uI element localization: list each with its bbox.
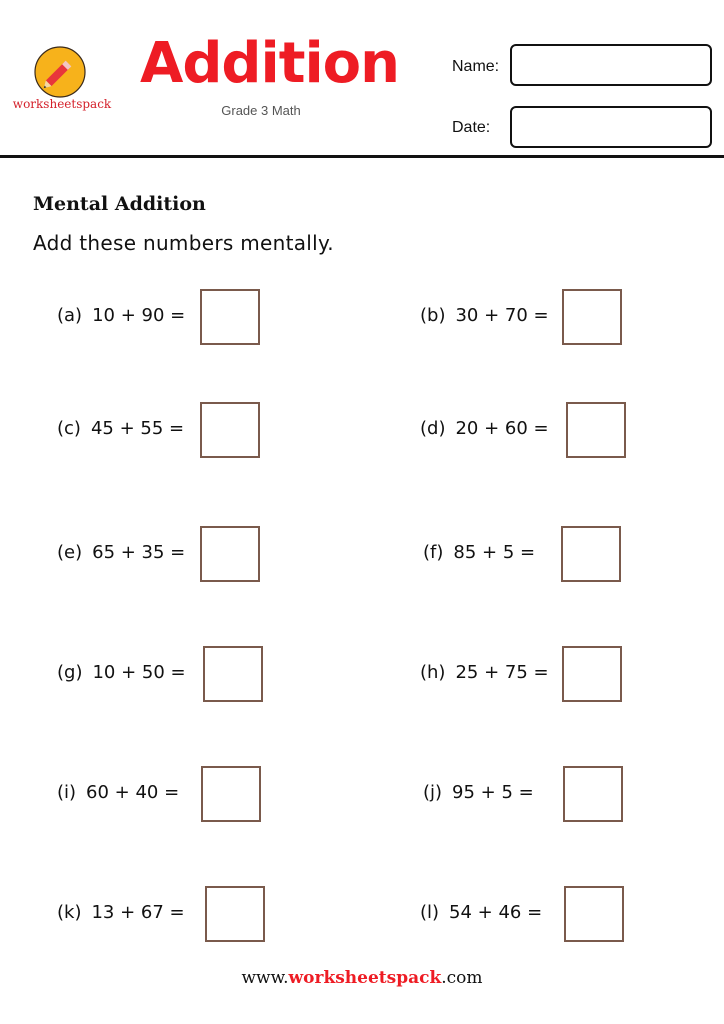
problem-label: (i) xyxy=(57,782,77,803)
date-field[interactable] xyxy=(510,106,712,148)
header-divider xyxy=(0,155,724,158)
answer-box-c[interactable] xyxy=(200,402,260,458)
brand-name: worksheetspack xyxy=(12,97,112,111)
name-field[interactable] xyxy=(510,44,712,86)
problem-label: (a) xyxy=(57,305,83,326)
problem-h xyxy=(420,662,549,683)
problem-label: (f) xyxy=(423,542,444,563)
answer-box-d[interactable] xyxy=(566,402,626,458)
pencil-logo-icon xyxy=(34,46,86,98)
problem-expression: 30 + 70 = xyxy=(455,305,549,326)
problem-expression: 60 + 40 = xyxy=(86,782,180,803)
date-label: Date: xyxy=(452,119,491,136)
problem-label: (l) xyxy=(420,902,440,923)
problem-label: (h) xyxy=(420,662,446,683)
problem-label: (g) xyxy=(57,662,83,683)
footer-url xyxy=(0,968,724,988)
problem-expression: 65 + 35 = xyxy=(92,542,186,563)
answer-box-j[interactable] xyxy=(563,766,623,822)
problem-c xyxy=(57,418,184,439)
problem-expression: 95 + 5 = xyxy=(452,782,534,803)
section-title: Mental Addition xyxy=(33,193,206,215)
answer-box-b[interactable] xyxy=(562,289,622,345)
problem-label: (b) xyxy=(420,305,446,326)
problem-g xyxy=(57,662,186,683)
answer-box-e[interactable] xyxy=(200,526,260,582)
problem-i xyxy=(57,782,179,803)
problem-b xyxy=(420,305,549,326)
instruction-text: Add these numbers mentally. xyxy=(33,231,334,255)
problem-label: (k) xyxy=(57,902,82,923)
problem-expression: 45 + 55 = xyxy=(90,418,185,439)
problem-expression: 10 + 90 = xyxy=(92,305,186,326)
problem-a xyxy=(57,305,185,326)
problem-l xyxy=(420,902,542,923)
problem-expression: 10 + 50 = xyxy=(92,662,186,683)
answer-box-h[interactable] xyxy=(562,646,622,702)
answer-box-l[interactable] xyxy=(564,886,624,942)
problem-e xyxy=(57,542,185,563)
name-label: Name: xyxy=(452,58,500,75)
answer-box-g[interactable] xyxy=(203,646,263,702)
answer-box-k[interactable] xyxy=(205,886,265,942)
problem-k xyxy=(57,902,185,923)
page-title: Addition xyxy=(140,31,400,96)
problem-expression: 20 + 60 = xyxy=(455,418,549,439)
problem-label: (j) xyxy=(423,782,443,803)
problem-f xyxy=(423,542,535,563)
problem-label: (c) xyxy=(57,418,81,439)
answer-box-i[interactable] xyxy=(201,766,261,822)
page-subtitle: Grade 3 Math xyxy=(221,103,301,118)
footer-site-name: worksheetspack xyxy=(288,968,442,988)
answer-box-a[interactable] xyxy=(200,289,260,345)
problem-expression: 85 + 5 = xyxy=(453,542,536,563)
footer-suffix: .com xyxy=(441,968,483,988)
problem-label: (d) xyxy=(420,418,446,439)
problem-label: (e) xyxy=(57,542,83,563)
answer-box-f[interactable] xyxy=(561,526,621,582)
problem-expression: 54 + 46 = xyxy=(449,902,543,923)
footer-prefix: www. xyxy=(241,968,289,988)
problem-d xyxy=(420,418,549,439)
problem-j xyxy=(423,782,534,803)
problem-expression: 25 + 75 = xyxy=(455,662,549,683)
problem-expression: 13 + 67 = xyxy=(91,902,185,923)
